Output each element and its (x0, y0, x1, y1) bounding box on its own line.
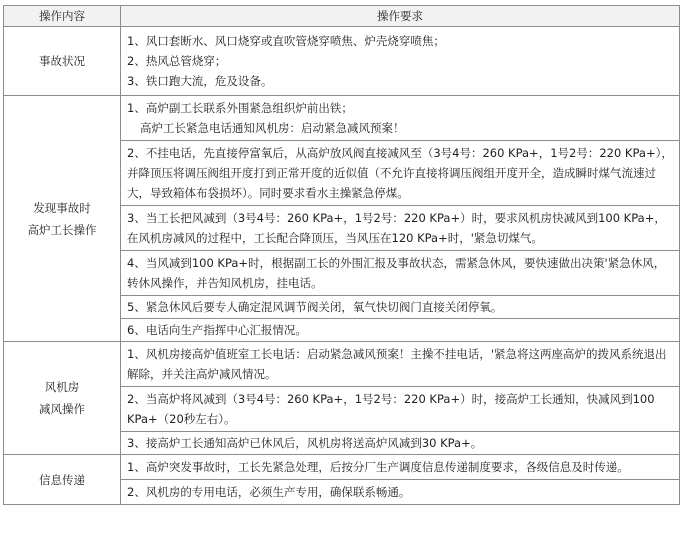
requirement-line: 1、风口套断水、风口烧穿或直吹管烧穿喷焦、炉壳烧穿喷焦； (127, 34, 445, 48)
requirement-line: 2、风机房的专用电话，必须生产专用，确保联系畅通。 (121, 479, 679, 504)
requirement-line: 2、不挂电话，先直接停富氧后，从高炉放风阀直接减风至（3号4号：260 KPa+，1号2号：220 KPa+），并降顶压将调压阀组开度打到正常开度的近似值（不允许直接将调压阀组开度开全，造成瞬时煤气流速过大，导致箱体布袋损坏）。同时要求看水主操紧急停煤。 (121, 140, 679, 205)
requirement-line: 高炉工长紧急电话通知风机房：启动紧急减风预案！ (140, 121, 405, 135)
requirement-cell (121, 96, 680, 342)
operation-cell (4, 27, 121, 96)
operation-label: 事故状况 (39, 54, 85, 68)
requirement-line: 2、当高炉将风减到（3号4号：260 KPa+，1号2号：220 KPa+）时，接高炉工长通知，快减风到100 KPa+（20秒左右）。 (121, 386, 679, 431)
operation-table (3, 5, 680, 505)
requirement-cell (121, 342, 680, 455)
requirement-line: 3、铁口跑大流，危及设备。 (127, 74, 273, 88)
requirement-cell (121, 27, 680, 96)
requirement-line: 3、接高炉工长通知高炉已休风后，风机房将送高炉风减到30 KPa+。 (121, 431, 679, 454)
header-requirement: 操作要求 (121, 6, 680, 27)
requirement-line: 4、当风减到100 KPa+时，根据副工长的外围汇报及事故状态，需紧急休风，要快速做出决策'紧急休风，转休风操作，并告知风机房，挂电话。 (121, 250, 679, 295)
requirement-cell (121, 455, 680, 505)
requirement-line: 6、电话向生产指挥中心汇报情况。 (121, 318, 679, 341)
requirement-line: 1、高炉突发事故时，工长先紧急处理，后按分厂生产调度信息传递制度要求，各级信息及时传递。 (127, 460, 629, 474)
table-row (4, 27, 680, 96)
operation-label: 信息传递 (39, 472, 85, 487)
operation-label: 减风操作 (39, 402, 85, 416)
operation-label: 风机房 (44, 380, 80, 394)
requirement-line: 2、热风总管烧穿； (127, 54, 227, 68)
requirement-line: 1、高炉副工长联系外围紧急组织炉前出铁； (127, 101, 353, 115)
header-operation: 操作内容 (4, 6, 121, 27)
operation-cell (4, 96, 121, 342)
table-row (4, 342, 680, 455)
requirement-line: 5、紧急休风后要专人确定混风调节阀关闭，氧气快切阀门直接关闭停氧。 (121, 295, 679, 318)
requirement-line: 1、风机房接高炉值班室工长电话：启动紧急减风预案！主操不挂电话，'紧急将这两座高炉的拨风系统退出解除，并关注高炉减风情况。 (127, 347, 667, 381)
operation-label: 发现事故时 (33, 200, 91, 215)
operation-label: 高炉工长操作 (27, 222, 97, 237)
operation-cell (4, 342, 121, 455)
table-header-row (4, 6, 680, 27)
table-row (4, 96, 680, 342)
requirement-line: 3、当工长把风减到（3号4号：260 KPa+，1号2号：220 KPa+）时，要求风机房快减风到100 KPa+，在风机房减风的过程中，工长配合降顶压，当风压在120 KPa+时，'紧急切煤气。 (121, 205, 679, 250)
operation-cell (4, 455, 121, 505)
table-row (4, 455, 680, 505)
